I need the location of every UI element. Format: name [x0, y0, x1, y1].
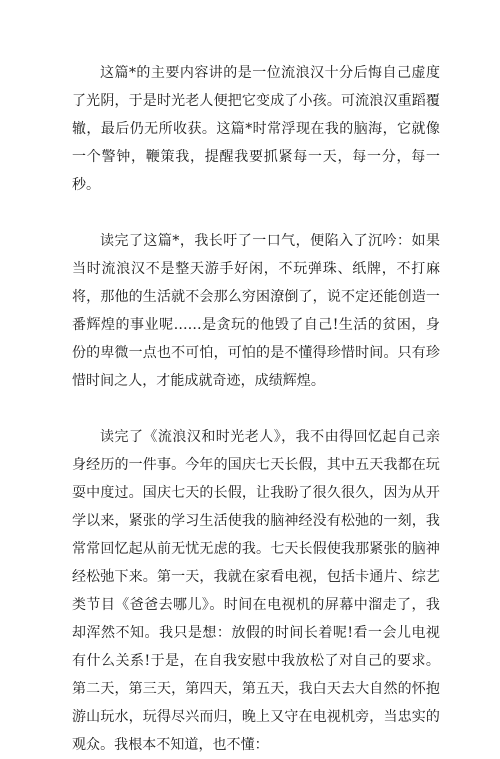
- paragraph-3: 读完了《流浪汉和时光老人》，我不由得回忆起自己亲身经历的一件事。今年的国庆七天长假，其中五天我都在玩耍中度过。国庆七天的长假，让我盼了很久很久，因为从开学以来，紧张的学习生活使我的脑神经没有松弛的一刻，我常常回忆起从前无忧无虑的我。七天长假使我那紧张的脑神经松弛下来。第一天，我就在家看电视，包括卡通片、综艺类节目《爸爸去哪儿》。时间在电视机的屏幕中溜走了，我却浑然不知。我只是想：放假的时间长着呢!看一会儿电视有什么关系!于是，在自我安慰中我放松了对自己的要求。第二天，第三天，第四天，第五天，我白天去大自然的怀抱游山玩水，玩得尽兴而归，晚上又守在电视机旁，当忠实的观众。我根本不知道，也不懂：: [72, 429, 440, 753]
- paragraph-2: 读完了这篇*，我长吁了一口气，便陷入了沉吟：如果当时流浪汉不是整天游手好闲，不玩弹珠、纸牌，不打麻将，那他的生活就不会那么穷困潦倒了，说不定还能创造一番辉煌的事业呢……是贪玩的他毁了自己!生活的贫困，身份的卑微一点也不可怕，可怕的是不懂得珍惜时间。只有珍惜时间之人，才能成就奇迹，成绩辉煌。: [72, 233, 440, 389]
- paragraph-1: 这篇*的主要内容讲的是一位流浪汉十分后悔自己虚度了光阴，于是时光老人便把它变成了小孩。可流浪汉重蹈覆辙，最后仍无所收获。这篇*时常浮现在我的脑海，它就像一个警钟，鞭策我，提醒我要抓紧每一天，每一分，每一秒。: [72, 65, 440, 193]
- document-body: [72, 59, 440, 759]
